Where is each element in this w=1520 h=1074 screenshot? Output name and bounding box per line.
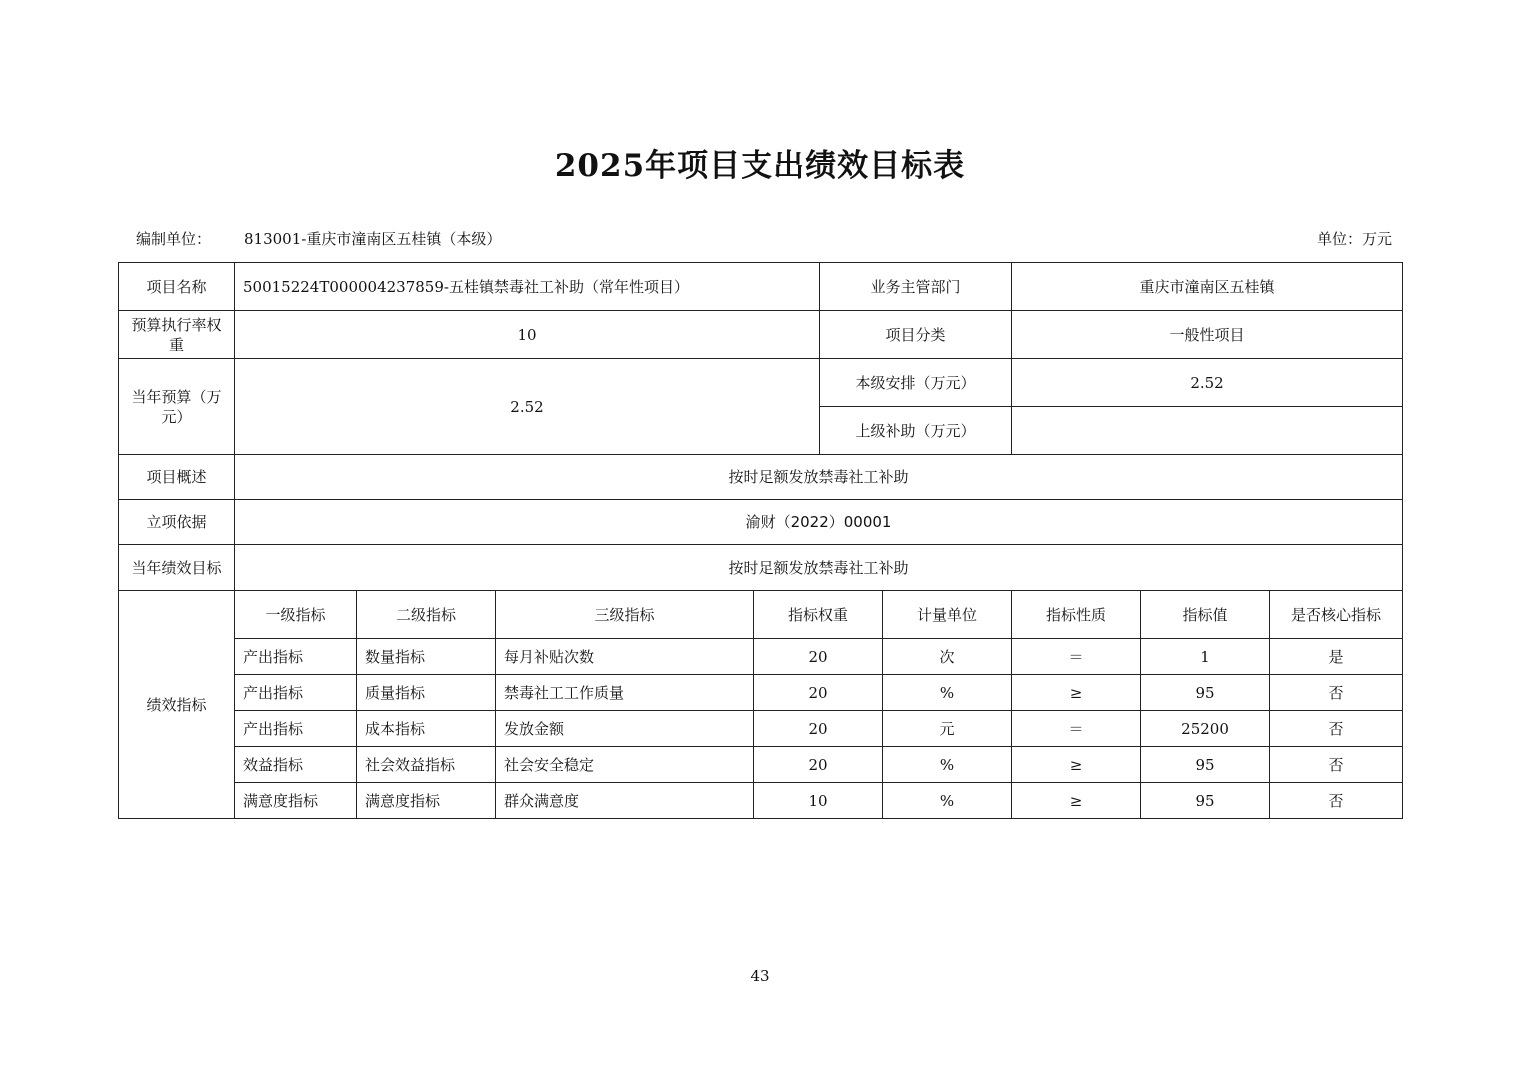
nature-cell: ≥	[1012, 675, 1141, 711]
table-row	[119, 711, 1403, 747]
value-cell: 95	[1141, 675, 1270, 711]
header-value: 指标值	[1141, 591, 1270, 639]
weight-cell: 20	[754, 639, 883, 675]
nature-cell: ＝	[1012, 711, 1141, 747]
level2-cell: 质量指标	[357, 675, 496, 711]
budget-value: 2.52	[235, 359, 820, 455]
nature-cell: ≥	[1012, 783, 1141, 819]
level1-cell: 满意度指标	[235, 783, 357, 819]
budget-label: 当年预算（万元）	[119, 359, 235, 455]
header-level3: 三级指标	[496, 591, 754, 639]
overview-label: 项目概述	[119, 455, 235, 500]
header-core: 是否核心指标	[1270, 591, 1403, 639]
annual-goal-label: 当年绩效目标	[119, 545, 235, 591]
level3-cell: 禁毒社工工作质量	[496, 675, 754, 711]
compiling-unit-value: 813001-重庆市潼南区五桂镇（本级）	[244, 230, 502, 248]
level1-cell: 产出指标	[235, 711, 357, 747]
overview-value: 按时足额发放禁毒社工补助	[235, 455, 1403, 500]
annual-goal-value: 按时足额发放禁毒社工补助	[235, 545, 1403, 591]
level3-cell: 每月补贴次数	[496, 639, 754, 675]
value-cell: 1	[1141, 639, 1270, 675]
header-nature: 指标性质	[1012, 591, 1141, 639]
header-unit: 计量单位	[883, 591, 1012, 639]
weight-value: 10	[235, 311, 820, 359]
value-cell: 95	[1141, 783, 1270, 819]
compiling-unit-label: 编制单位：	[136, 230, 212, 248]
nature-cell: ≥	[1012, 747, 1141, 783]
level2-cell: 成本指标	[357, 711, 496, 747]
local-arrangement-value: 2.52	[1012, 359, 1403, 407]
page-number: 43	[750, 967, 770, 985]
project-name-label: 项目名称	[119, 263, 235, 311]
table-row	[119, 675, 1403, 711]
currency-unit: 单位：万元	[1316, 230, 1392, 248]
category-label: 项目分类	[820, 311, 1012, 359]
page-title: 2025年项目支出绩效目标表	[554, 148, 966, 184]
nature-cell: ＝	[1012, 639, 1141, 675]
level2-cell: 满意度指标	[357, 783, 496, 819]
table-row	[119, 639, 1403, 675]
basis-label: 立项依据	[119, 500, 235, 545]
local-arrangement-label: 本级安排（万元）	[820, 359, 1012, 407]
header-weight: 指标权重	[754, 591, 883, 639]
core-cell: 否	[1270, 711, 1403, 747]
superior-subsidy-label: 上级补助（万元）	[820, 407, 1012, 455]
project-name-value: 50015224T000004237859-五桂镇禁毒社工补助（常年性项目）	[235, 263, 820, 311]
weight-cell: 10	[754, 783, 883, 819]
value-cell: 25200	[1141, 711, 1270, 747]
unit-cell: 次	[883, 639, 1012, 675]
performance-target-table	[118, 262, 1403, 819]
core-cell: 否	[1270, 675, 1403, 711]
table-row	[119, 747, 1403, 783]
level3-cell: 发放金额	[496, 711, 754, 747]
unit-cell: %	[883, 783, 1012, 819]
department-label: 业务主管部门	[820, 263, 1012, 311]
weight-cell: 20	[754, 747, 883, 783]
superior-subsidy-value	[1012, 407, 1403, 455]
level1-cell: 效益指标	[235, 747, 357, 783]
weight-cell: 20	[754, 711, 883, 747]
basis-value: 渝财（2022）00001	[235, 500, 1403, 545]
unit-cell: %	[883, 675, 1012, 711]
header-level1: 一级指标	[235, 591, 357, 639]
weight-label: 预算执行率权重	[119, 311, 235, 359]
department-value: 重庆市潼南区五桂镇	[1012, 263, 1403, 311]
level3-cell: 社会安全稳定	[496, 747, 754, 783]
level1-cell: 产出指标	[235, 675, 357, 711]
core-cell: 否	[1270, 747, 1403, 783]
header-level2: 二级指标	[357, 591, 496, 639]
weight-cell: 20	[754, 675, 883, 711]
unit-cell: %	[883, 747, 1012, 783]
table-row	[119, 783, 1403, 819]
level3-cell: 群众满意度	[496, 783, 754, 819]
level2-cell: 社会效益指标	[357, 747, 496, 783]
unit-cell: 元	[883, 711, 1012, 747]
core-cell: 是	[1270, 639, 1403, 675]
category-value: 一般性项目	[1012, 311, 1403, 359]
indicators-label: 绩效指标	[119, 591, 235, 819]
core-cell: 否	[1270, 783, 1403, 819]
level2-cell: 数量指标	[357, 639, 496, 675]
level1-cell: 产出指标	[235, 639, 357, 675]
value-cell: 95	[1141, 747, 1270, 783]
